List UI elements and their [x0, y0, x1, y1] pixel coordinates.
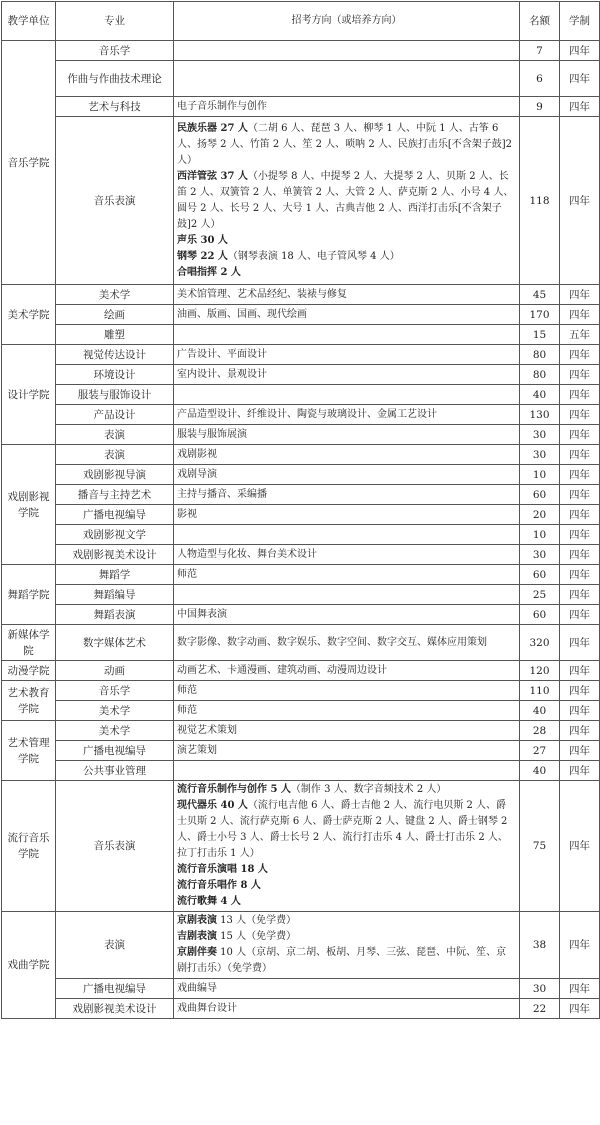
header-unit: 教学单位: [2, 2, 56, 41]
duration-cell: 四年: [560, 345, 600, 365]
direction-cell: 演艺策划: [174, 741, 520, 761]
major-cell: 表演: [56, 912, 174, 979]
part-detail: 10 人（京胡、京二胡、板胡、月琴、三弦、琵琶、中阮、笙、京剧打击乐）（免学费）: [177, 947, 507, 974]
duration-cell: 四年: [560, 505, 600, 525]
major-cell: 舞蹈学: [56, 565, 174, 585]
direction-cell: [174, 325, 520, 345]
major-cell: 舞蹈编导: [56, 585, 174, 605]
direction-cell: 师范: [174, 701, 520, 721]
table-row: [2, 285, 600, 305]
admissions-table: [1, 1, 600, 1019]
quota-cell: 40: [520, 701, 560, 721]
direction-part: [177, 169, 516, 233]
major-cell: 服装与服饰设计: [56, 385, 174, 405]
quota-cell: 40: [520, 385, 560, 405]
direction-cell: 主持与播音、采编播: [174, 485, 520, 505]
quota-cell: 10: [520, 465, 560, 485]
direction-part: [177, 929, 516, 945]
direction-cell: 油画、版画、国画、现代绘画: [174, 305, 520, 325]
table-row: [2, 585, 600, 605]
major-cell: 美术学: [56, 285, 174, 305]
direction-cell: 师范: [174, 681, 520, 701]
direction-cell: [174, 61, 520, 97]
header-quota: 名额: [520, 2, 560, 41]
direction-part: [177, 265, 516, 281]
major-cell: 音乐学: [56, 681, 174, 701]
duration-cell: 四年: [560, 465, 600, 485]
duration-cell: 四年: [560, 365, 600, 385]
part-title: 西洋管弦 37 人: [177, 170, 248, 182]
direction-cell: 室内设计、景观设计: [174, 365, 520, 385]
part-detail: 13 人（免学费）: [217, 915, 297, 926]
quota-cell: 80: [520, 345, 560, 365]
direction-part: [177, 782, 516, 798]
duration-cell: 四年: [560, 741, 600, 761]
table-row: [2, 701, 600, 721]
quota-cell: 30: [520, 445, 560, 465]
table-row: [2, 661, 600, 681]
quota-cell: 30: [520, 979, 560, 999]
duration-cell: 四年: [560, 999, 600, 1019]
quota-cell: 7: [520, 41, 560, 61]
duration-cell: 四年: [560, 285, 600, 305]
table-row: [2, 912, 600, 979]
part-detail: （小提琴 8 人、中提琴 2 人、大提琴 2 人、贝斯 2 人、长笛 2 人、双簧管 2 人、单簧管 2 人、大管 2 人、萨克斯 2 人、小号 4 人、圆号 2 人、长号 2 人、大号 1 人、古典吉他 2 人、西洋打击乐[不含架子鼓]2 人）: [177, 170, 514, 230]
duration-cell: 四年: [560, 605, 600, 625]
table-row: [2, 525, 600, 545]
direction-cell: 美术馆管理、艺术品经纪、装裱与修复: [174, 285, 520, 305]
duration-cell: 四年: [560, 681, 600, 701]
duration-cell: 四年: [560, 425, 600, 445]
table-row: [2, 505, 600, 525]
quota-cell: 118: [520, 117, 560, 285]
duration-cell: 四年: [560, 565, 600, 585]
major-cell: 广播电视编导: [56, 741, 174, 761]
major-cell: 公共事业管理: [56, 761, 174, 781]
unit-cell: 舞蹈学院: [2, 565, 56, 625]
quota-cell: 27: [520, 741, 560, 761]
quota-cell: 320: [520, 625, 560, 661]
direction-cell: 戏曲编导: [174, 979, 520, 999]
part-title: 钢琴 22 人: [177, 250, 228, 262]
quota-cell: 80: [520, 365, 560, 385]
table-row: [2, 781, 600, 912]
duration-cell: 四年: [560, 385, 600, 405]
table-row: [2, 681, 600, 701]
part-title: 京剧伴奏: [177, 947, 217, 958]
duration-cell: 四年: [560, 721, 600, 741]
table-row: [2, 741, 600, 761]
part-title: 流行音乐唱作 8 人: [177, 880, 261, 891]
table-row: [2, 61, 600, 97]
quota-cell: 15: [520, 325, 560, 345]
table-row: [2, 117, 600, 285]
major-cell: 美术学: [56, 701, 174, 721]
direction-cell: [174, 41, 520, 61]
direction-cell: [174, 585, 520, 605]
duration-cell: 四年: [560, 625, 600, 661]
table-row: [2, 979, 600, 999]
duration-cell: 四年: [560, 405, 600, 425]
duration-cell: 四年: [560, 445, 600, 465]
direction-cell: [174, 525, 520, 545]
unit-cell: 音乐学院: [2, 41, 56, 285]
major-cell: 戏剧影视美术设计: [56, 545, 174, 565]
duration-cell: 四年: [560, 485, 600, 505]
direction-part: [177, 894, 516, 910]
part-title: 流行音乐演唱 18 人: [177, 864, 268, 875]
quota-cell: 130: [520, 405, 560, 425]
duration-cell: 四年: [560, 912, 600, 979]
part-title: 流行歌舞 4 人: [177, 896, 241, 907]
major-cell: 绘画: [56, 305, 174, 325]
quota-cell: 10: [520, 525, 560, 545]
quota-cell: 9: [520, 97, 560, 117]
duration-cell: 四年: [560, 545, 600, 565]
major-cell: 视觉传达设计: [56, 345, 174, 365]
table-row: [2, 365, 600, 385]
major-cell: 音乐表演: [56, 117, 174, 285]
direction-cell: 中国舞表演: [174, 605, 520, 625]
major-cell: 表演: [56, 445, 174, 465]
direction-part: [177, 878, 516, 894]
part-title: 流行音乐制作与创作 5 人: [177, 784, 291, 795]
direction-cell: 视觉艺术策划: [174, 721, 520, 741]
direction-cell: 影视: [174, 505, 520, 525]
quota-cell: 60: [520, 605, 560, 625]
header-duration: 学制: [560, 2, 600, 41]
table-row: [2, 721, 600, 741]
duration-cell: 四年: [560, 525, 600, 545]
duration-cell: 四年: [560, 61, 600, 97]
direction-cell: [174, 761, 520, 781]
part-title: 声乐 30 人: [177, 234, 228, 246]
direction-cell: 动画艺术、卡通漫画、建筑动画、动漫周边设计: [174, 661, 520, 681]
header-row: [2, 2, 600, 41]
quota-cell: 38: [520, 912, 560, 979]
unit-cell: 艺术教育学院: [2, 681, 56, 721]
direction-cell: 服装与服饰展演: [174, 425, 520, 445]
major-cell: 动画: [56, 661, 174, 681]
duration-cell: 四年: [560, 761, 600, 781]
table-row: [2, 385, 600, 405]
header-major: 专业: [56, 2, 174, 41]
table-row: [2, 999, 600, 1019]
table-row: [2, 485, 600, 505]
direction-cell: 师范: [174, 565, 520, 585]
part-title: 民族乐器 27 人: [177, 122, 248, 134]
duration-cell: 五年: [560, 325, 600, 345]
quota-cell: 6: [520, 61, 560, 97]
part-detail: （钢琴表演 18 人、电子管风琴 4 人）: [227, 250, 400, 262]
major-cell: 音乐表演: [56, 781, 174, 912]
quota-cell: 60: [520, 565, 560, 585]
duration-cell: 四年: [560, 97, 600, 117]
major-cell: 美术学: [56, 721, 174, 741]
duration-cell: 四年: [560, 585, 600, 605]
unit-cell: 戏曲学院: [2, 912, 56, 1019]
unit-cell: 美术学院: [2, 285, 56, 345]
duration-cell: 四年: [560, 305, 600, 325]
direction-cell: [174, 912, 520, 979]
direction-cell: 广告设计、平面设计: [174, 345, 520, 365]
quota-cell: 110: [520, 681, 560, 701]
header-direction: 招考方向（或培养方向）: [174, 2, 520, 41]
direction-part: [177, 249, 516, 265]
major-cell: 雕塑: [56, 325, 174, 345]
direction-part: [177, 798, 516, 862]
table-row: [2, 41, 600, 61]
unit-cell: 戏剧影视学院: [2, 445, 56, 565]
unit-cell: 新媒体学院: [2, 625, 56, 661]
quota-cell: 22: [520, 999, 560, 1019]
table-row: [2, 465, 600, 485]
direction-part: [177, 913, 516, 929]
part-detail: （流行电吉他 6 人、爵士吉他 2 人、流行电贝斯 2 人、爵士贝斯 2 人、流行萨克斯 6 人、爵士萨克斯 2 人、键盘 2 人、爵士钢琴 2 人、爵士小号 3 人、爵士长号 2 人、流行打击乐 4 人、爵士打击乐 2 人、拉丁打击乐 1 人）: [177, 800, 508, 859]
major-cell: 戏剧影视文学: [56, 525, 174, 545]
major-cell: 环境设计: [56, 365, 174, 385]
part-title: 京剧表演: [177, 915, 217, 926]
direction-part: [177, 862, 516, 878]
major-cell: 播音与主持艺术: [56, 485, 174, 505]
duration-cell: 四年: [560, 117, 600, 285]
quota-cell: 170: [520, 305, 560, 325]
table-row: [2, 325, 600, 345]
quota-cell: 75: [520, 781, 560, 912]
major-cell: 广播电视编导: [56, 979, 174, 999]
quota-cell: 28: [520, 721, 560, 741]
table-row: [2, 445, 600, 465]
major-cell: 艺术与科技: [56, 97, 174, 117]
direction-part: [177, 121, 516, 169]
direction-cell: 戏曲舞台设计: [174, 999, 520, 1019]
part-detail: 15 人（免学费）: [217, 931, 297, 942]
table-row: [2, 345, 600, 365]
direction-cell: 戏剧影视: [174, 445, 520, 465]
table-body: [2, 41, 600, 1019]
table-row: [2, 97, 600, 117]
unit-cell: 流行音乐学院: [2, 781, 56, 912]
direction-part: [177, 945, 516, 977]
quota-cell: 120: [520, 661, 560, 681]
table-row: [2, 761, 600, 781]
unit-cell: 动漫学院: [2, 661, 56, 681]
major-cell: 产品设计: [56, 405, 174, 425]
table-row: [2, 605, 600, 625]
duration-cell: 四年: [560, 701, 600, 721]
table-row: [2, 625, 600, 661]
table-row: [2, 405, 600, 425]
unit-cell: 艺术管理学院: [2, 721, 56, 781]
quota-cell: 60: [520, 485, 560, 505]
part-title: 现代器乐 40 人: [177, 800, 248, 811]
direction-cell: [174, 781, 520, 912]
major-cell: 作曲与作曲技术理论: [56, 61, 174, 97]
direction-cell: 数字影像、数字动画、数字娱乐、数字空间、数字交互、媒体应用策划: [174, 625, 520, 661]
table-row: [2, 545, 600, 565]
table-row: [2, 425, 600, 445]
quota-cell: 30: [520, 545, 560, 565]
quota-cell: 40: [520, 761, 560, 781]
major-cell: 数字媒体艺术: [56, 625, 174, 661]
duration-cell: 四年: [560, 41, 600, 61]
direction-cell: 电子音乐制作与创作: [174, 97, 520, 117]
duration-cell: 四年: [560, 781, 600, 912]
duration-cell: 四年: [560, 661, 600, 681]
direction-cell: 戏剧导演: [174, 465, 520, 485]
major-cell: 广播电视编导: [56, 505, 174, 525]
direction-cell: 人物造型与化妆、舞台美术设计: [174, 545, 520, 565]
quota-cell: 45: [520, 285, 560, 305]
direction-part: [177, 233, 516, 249]
major-cell: 表演: [56, 425, 174, 445]
direction-cell: [174, 117, 520, 285]
table-row: [2, 565, 600, 585]
major-cell: 音乐学: [56, 41, 174, 61]
part-detail: （制作 3 人、数字音频技术 2 人）: [290, 784, 447, 795]
table-row: [2, 305, 600, 325]
part-title: 吉剧表演: [177, 931, 217, 942]
major-cell: 戏剧影视美术设计: [56, 999, 174, 1019]
direction-cell: [174, 385, 520, 405]
part-title: 合唱指挥 2 人: [177, 266, 241, 278]
unit-cell: 设计学院: [2, 345, 56, 445]
major-cell: 戏剧影视导演: [56, 465, 174, 485]
duration-cell: 四年: [560, 979, 600, 999]
quota-cell: 30: [520, 425, 560, 445]
direction-cell: 产品造型设计、纤维设计、陶瓷与玻璃设计、金属工艺设计: [174, 405, 520, 425]
quota-cell: 25: [520, 585, 560, 605]
part-detail: （二胡 6 人、琵琶 3 人、柳琴 1 人、中阮 1 人、古筝 6 人、扬琴 2 人、竹笛 2 人、笙 2 人、唢呐 2 人、民族打击乐[不含架子鼓]2 人）: [177, 122, 513, 166]
major-cell: 舞蹈表演: [56, 605, 174, 625]
quota-cell: 20: [520, 505, 560, 525]
